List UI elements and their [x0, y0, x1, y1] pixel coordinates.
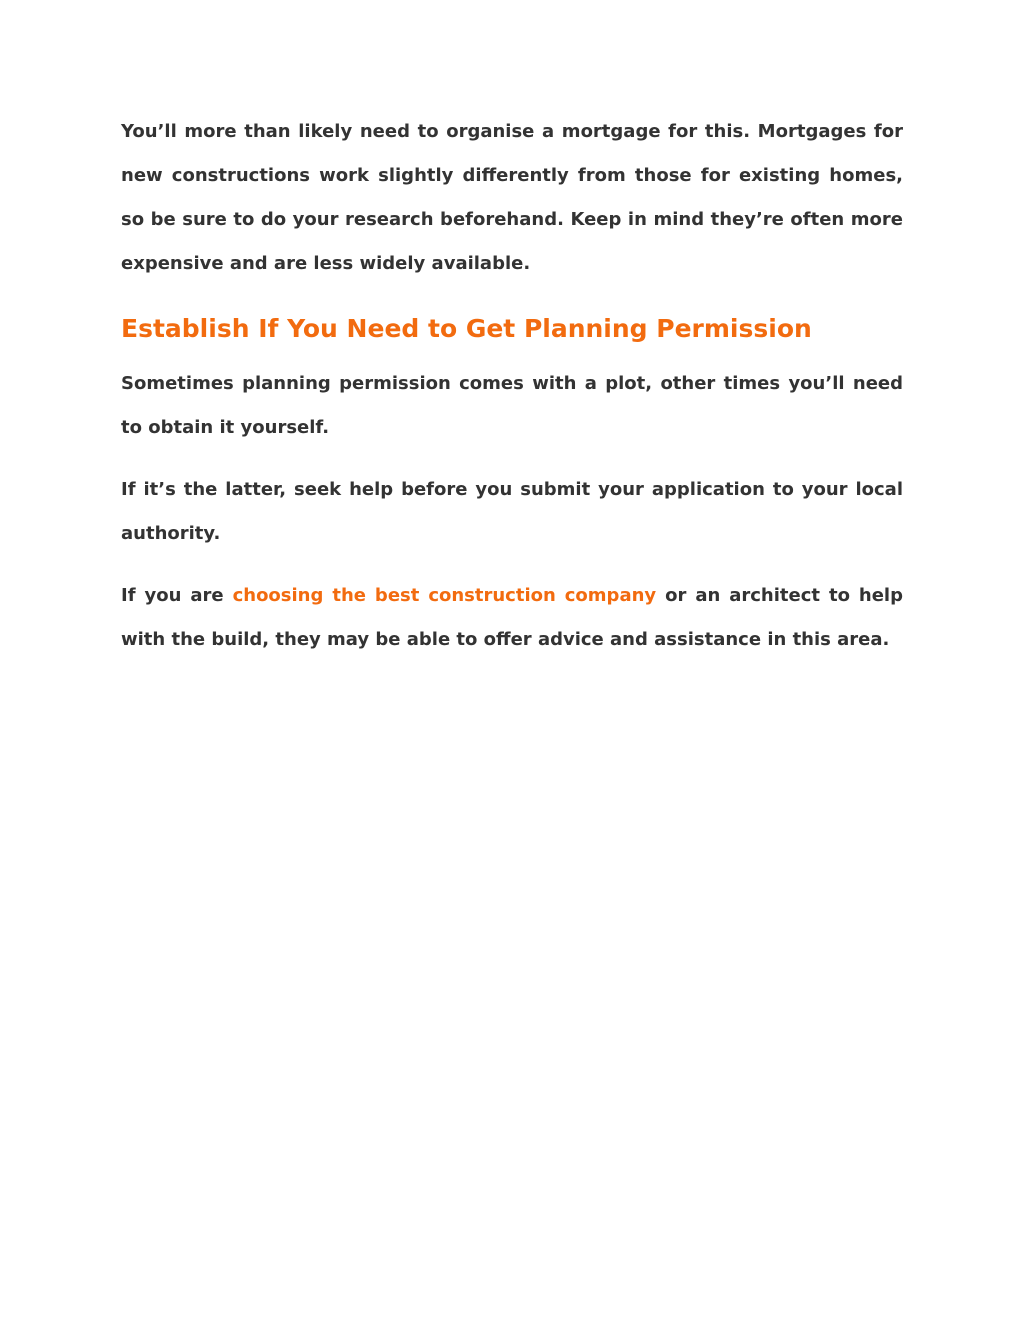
intro-paragraph: You’ll more than likely need to organise a mortgage for this. Mortgages for new constructions work slightly differently from those for existing homes, so be sure to do your research beforehand. Keep in mind they’re often more expensive and are less widely available.	[121, 121, 903, 274]
construction-company-link[interactable]: choosing the best construction company	[232, 585, 657, 606]
planning-paragraph-2: If it’s the latter, seek help before you submit your application to your local authority.	[121, 479, 903, 544]
document-page	[121, 110, 903, 662]
planning-paragraph-3	[121, 574, 903, 662]
section-heading: Establish If You Need to Get Planning Permission	[121, 314, 812, 343]
paragraph-3-trailing-text: or an architect to help with the build, they may be able to offer advice and assistance in this area.	[121, 585, 903, 650]
paragraph-3-lead-text: If you are	[121, 585, 233, 606]
planning-paragraph-1: Sometimes planning permission comes with a plot, other times you’ll need to obtain it yourself.	[121, 373, 903, 438]
